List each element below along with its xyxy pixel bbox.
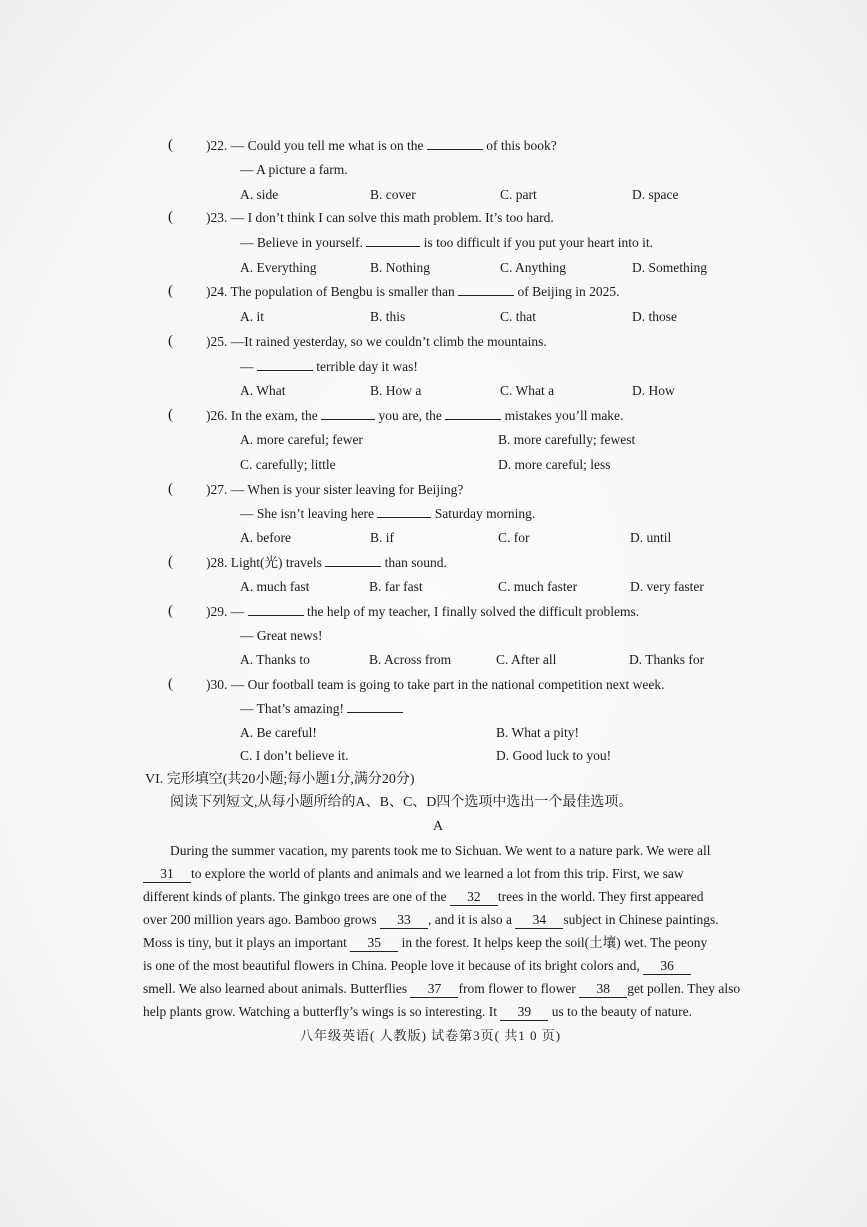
cloze-blank-38: 38 bbox=[579, 981, 627, 998]
passage-text: in the forest. It helps keep the soil(土壤) wet. The peony bbox=[401, 935, 708, 950]
passage-line: During the summer vacation, my parents took me to Sichuan. We went to a nature park. We were all bbox=[170, 843, 711, 858]
option-d: D. more careful; less bbox=[498, 457, 611, 472]
question-number: )28. bbox=[206, 555, 228, 570]
question-text: — bbox=[230, 604, 245, 619]
question-text: — That’s amazing! bbox=[240, 701, 344, 716]
option-a: A. more careful; fewer bbox=[240, 432, 363, 447]
option-c: C. Anything bbox=[500, 260, 567, 275]
passage-line bbox=[143, 889, 703, 906]
cloze-blank-34: 34 bbox=[515, 912, 563, 929]
question-25 bbox=[206, 334, 547, 350]
option-b: B. What a pity! bbox=[496, 725, 579, 740]
passage-label: A bbox=[433, 819, 444, 834]
question-24 bbox=[206, 284, 619, 300]
question-29-line2: — Great news! bbox=[240, 628, 323, 643]
question-22 bbox=[206, 138, 557, 154]
question-text: In the exam, the bbox=[230, 408, 318, 423]
cloze-blank-32: 32 bbox=[450, 889, 498, 906]
passage-line bbox=[143, 866, 684, 883]
question-29 bbox=[206, 604, 639, 620]
option-b: B. far fast bbox=[369, 579, 423, 594]
answer-paren: ( bbox=[168, 676, 173, 692]
question-number: )29. bbox=[206, 604, 228, 619]
option-a: A. it bbox=[240, 309, 265, 324]
question-text: mistakes you’ll make. bbox=[504, 408, 624, 423]
cloze-blank-33: 33 bbox=[380, 912, 428, 929]
passage-text: is one of the most beautiful flowers in China. People love it because of its bright colors and, bbox=[143, 958, 640, 973]
question-text: — When is your sister leaving for Beijing? bbox=[230, 482, 464, 497]
answer-blank bbox=[248, 604, 304, 616]
option-d: D. Thanks for bbox=[629, 652, 705, 667]
question-text: — She isn’t leaving here bbox=[240, 506, 374, 521]
question-text: —It rained yesterday, so we couldn’t climb the mountains. bbox=[230, 334, 547, 349]
option-b: B. Nothing bbox=[370, 260, 431, 275]
question-23-line2 bbox=[240, 235, 653, 251]
option-d: D. until bbox=[630, 530, 672, 545]
option-a: A. What bbox=[240, 383, 286, 398]
question-text: Light(光) travels bbox=[230, 555, 322, 570]
passage-text: to explore the world of plants and animals and we learned a lot from this trip. First, we saw bbox=[191, 866, 684, 881]
answer-paren: ( bbox=[168, 209, 173, 225]
question-text: than sound. bbox=[384, 555, 447, 570]
section-instruction: 阅读下列短文,从每小题所给的A、B、C、D四个选项中选出一个最佳选项。 bbox=[170, 795, 633, 810]
option-b: B. Across from bbox=[369, 652, 452, 667]
answer-blank bbox=[366, 235, 420, 247]
option-c: C. that bbox=[500, 309, 536, 324]
passage-text: different kinds of plants. The ginkgo trees are one of the bbox=[143, 889, 447, 904]
answer-paren: ( bbox=[168, 481, 173, 497]
question-27 bbox=[206, 482, 463, 498]
question-27-line2 bbox=[240, 506, 535, 522]
question-26 bbox=[206, 408, 623, 424]
question-30 bbox=[206, 677, 665, 693]
option-a: A. before bbox=[240, 530, 291, 545]
answer-blank bbox=[347, 701, 403, 713]
option-d: D. Something bbox=[632, 260, 708, 275]
question-text: is too difficult if you put your heart into it. bbox=[423, 235, 653, 250]
question-text: the help of my teacher, I finally solved the difficult problems. bbox=[307, 604, 640, 619]
question-text: you are, the bbox=[378, 408, 442, 423]
option-b: B. How a bbox=[370, 383, 422, 398]
page-footer: 八年级英语( 人教版) 试卷第3页( 共1 0 页) bbox=[300, 1028, 562, 1043]
answer-paren: ( bbox=[168, 603, 173, 619]
option-c: C. carefully; little bbox=[240, 457, 336, 472]
question-text: — I don’t think I can solve this math problem. It’s too hard. bbox=[230, 210, 554, 225]
answer-blank bbox=[427, 138, 483, 150]
passage-text: trees in the world. They first appeared bbox=[497, 889, 704, 904]
option-a: A. much fast bbox=[240, 579, 310, 594]
question-number: )23. bbox=[206, 210, 228, 225]
option-a: A. Everything bbox=[240, 260, 317, 275]
passage-line bbox=[143, 958, 691, 975]
question-25-line2 bbox=[240, 359, 418, 375]
question-number: )27. bbox=[206, 482, 228, 497]
option-c: C. much faster bbox=[498, 579, 578, 594]
option-c: C. for bbox=[498, 530, 530, 545]
question-text: of this book? bbox=[486, 138, 557, 153]
question-number: )24. bbox=[206, 284, 228, 299]
passage-text: subject in Chinese paintings. bbox=[563, 912, 719, 927]
answer-blank bbox=[445, 408, 501, 420]
option-b: B. this bbox=[370, 309, 406, 324]
passage-text: get pollen. They also bbox=[627, 981, 741, 996]
question-number: )25. bbox=[206, 334, 228, 349]
passage-line bbox=[143, 981, 740, 998]
cloze-blank-36: 36 bbox=[643, 958, 691, 975]
answer-blank bbox=[321, 408, 375, 420]
question-23 bbox=[206, 210, 554, 226]
answer-paren: ( bbox=[168, 407, 173, 423]
passage-text: , and it is also a bbox=[427, 912, 512, 927]
answer-paren: ( bbox=[168, 137, 173, 153]
option-c: C. What a bbox=[500, 383, 555, 398]
question-22-line2: — A picture a farm. bbox=[240, 162, 348, 177]
option-c: C. After all bbox=[496, 652, 557, 667]
passage-text: help plants grow. Watching a butterfly’s wings is so interesting. It bbox=[143, 1004, 497, 1019]
option-b: B. cover bbox=[370, 187, 416, 202]
answer-blank bbox=[377, 506, 431, 518]
option-d: D. very faster bbox=[630, 579, 704, 594]
cloze-blank-39: 39 bbox=[500, 1004, 548, 1021]
answer-paren: ( bbox=[168, 283, 173, 299]
cloze-blank-31: 31 bbox=[143, 866, 191, 883]
question-text: — Could you tell me what is on the bbox=[230, 138, 424, 153]
question-text: terrible day it was! bbox=[316, 359, 418, 374]
passage-line bbox=[143, 935, 707, 952]
answer-blank bbox=[325, 555, 381, 567]
option-c: C. I don’t believe it. bbox=[240, 748, 349, 763]
option-d: D. space bbox=[632, 187, 679, 202]
cloze-blank-35: 35 bbox=[350, 935, 398, 952]
passage-text: Moss is tiny, but it plays an important bbox=[143, 935, 347, 950]
answer-paren: ( bbox=[168, 333, 173, 349]
question-text: of Beijing in 2025. bbox=[517, 284, 620, 299]
passage-text: from flower to flower bbox=[458, 981, 576, 996]
option-c: C. part bbox=[500, 187, 537, 202]
answer-blank bbox=[257, 359, 313, 371]
passage-text: over 200 million years ago. Bamboo grows bbox=[143, 912, 377, 927]
option-b: B. if bbox=[370, 530, 395, 545]
question-text: — bbox=[240, 359, 254, 374]
section-title: VI. 完形填空(共20小题;每小题1分,满分20分) bbox=[145, 772, 415, 787]
passage-line bbox=[143, 1004, 692, 1021]
option-a: A. Be careful! bbox=[240, 725, 317, 740]
option-a: A. Thanks to bbox=[240, 652, 310, 667]
option-d: D. those bbox=[632, 309, 677, 324]
answer-paren: ( bbox=[168, 554, 173, 570]
question-30-line2 bbox=[240, 701, 403, 717]
option-a: A. side bbox=[240, 187, 279, 202]
question-number: )26. bbox=[206, 408, 228, 423]
passage-text: us to the beauty of nature. bbox=[551, 1004, 692, 1019]
question-number: )22. bbox=[206, 138, 228, 153]
question-text: — Our football team is going to take part in the national competition next week. bbox=[230, 677, 665, 692]
question-text: Saturday morning. bbox=[434, 506, 536, 521]
question-number: )30. bbox=[206, 677, 228, 692]
question-text: — Believe in yourself. bbox=[240, 235, 363, 250]
passage-line bbox=[143, 912, 719, 929]
answer-blank bbox=[458, 284, 514, 296]
option-d: D. How bbox=[632, 383, 675, 398]
question-28 bbox=[206, 555, 447, 571]
cloze-blank-37: 37 bbox=[410, 981, 458, 998]
option-b: B. more carefully; fewest bbox=[498, 432, 636, 447]
option-d: D. Good luck to you! bbox=[496, 748, 612, 763]
passage-text: smell. We also learned about animals. Butterflies bbox=[143, 981, 408, 996]
question-text: The population of Bengbu is smaller than bbox=[230, 284, 455, 299]
